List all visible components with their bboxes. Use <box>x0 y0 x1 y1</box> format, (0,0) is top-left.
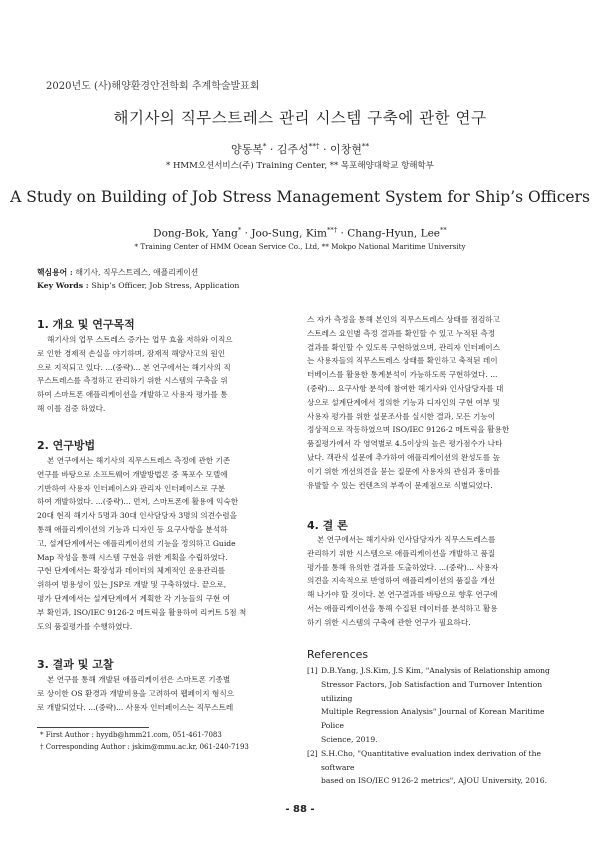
text-line: 해기사의 업무 스트레스 증가는 업무 효율 저하와 이직으 <box>47 335 233 344</box>
keywords-english <box>37 281 239 290</box>
author-mark: ** <box>440 226 447 234</box>
keywords-korean <box>37 267 198 278</box>
text-line: 부 확인과, ISO/IEC 9126-2 메트릭을 활용하여 리커트 5점 척 <box>37 607 247 617</box>
text-line: 해 이를 검증 하였다. <box>37 403 106 413</box>
footnote-corresponding-author: † Corresponding Author : jskim@mmu.ac.kr, 061-240-7193 <box>40 743 249 751</box>
text-line: 고, 설계단계에서는 애플리케이션의 기능을 정의하고 Guide <box>37 538 236 548</box>
text-line: 평가를 통해 유의한 결과를 도출하였다. ...(중략)... 사용자 <box>307 562 499 572</box>
text-line: 으로 지적되고 있다. ...(중략)... 본 연구에서는 해기사의 직 <box>37 362 231 372</box>
reference-item <box>307 747 565 788</box>
reference-line: based on ISO/IEC 9126-2 metrics", AJOU University, 2016. <box>321 776 548 786</box>
author-name: 이창현 <box>330 143 362 156</box>
text-line: 스트레스 요인별 측정 결과를 확인할 수 있고 누적된 측정 <box>307 328 496 338</box>
section-heading-method: 2. 연구방법 <box>37 439 96 452</box>
text-line: 본 연구에서는 해기사의 직무스트레스 측정에 관한 기존 <box>47 456 231 465</box>
text-line: 의견을 지속적으로 반영하여 애플리케이션의 품질을 개선 <box>307 576 496 586</box>
section-heading-conclusion: 4. 결 론 <box>307 519 348 532</box>
text-line: Map 작성을 통해 시스템 구현을 위한 계획을 수립하였다. <box>37 552 228 562</box>
references-list <box>307 664 565 788</box>
author-mark: * <box>237 226 242 234</box>
keywords-label: Key Words : <box>37 281 92 290</box>
reference-number: [1] <box>307 666 318 675</box>
footnote-first-author: * First Author : hyydb@hmm21.com, 051-461-7083 <box>40 731 222 739</box>
text-line: 사용자 평가를 위한 설문조사를 실시한 결과, 모든 기능이 <box>307 411 496 421</box>
footnote-rule <box>37 727 149 728</box>
reference-line: Multiple Regression Analysis" Journal of Korean Maritime Police <box>321 707 545 731</box>
title-english: A Study on Building of Job Stress Management System for Ship’s Officers <box>10 188 590 206</box>
author-name: Joo-Sung, Kim <box>251 227 327 240</box>
section-body-results <box>37 673 293 714</box>
author-separator: · <box>241 227 252 240</box>
author-name: Dong-Bok, Yang <box>153 227 238 240</box>
keywords-text: 해기사, 직무스트레스, 애플리케이션 <box>75 268 199 277</box>
author-separator: · <box>337 227 348 240</box>
text-line: 상으로 설계단계에서 정의한 기능과 디자인의 구현 여부 및 <box>307 397 500 407</box>
author-mark: **† <box>308 141 320 151</box>
author-mark: **† <box>327 226 338 234</box>
text-line: 기반하여 사용자 인터페이스와 관리자 인터페이스로 구분 <box>37 483 226 493</box>
page-number: - 88 - <box>285 804 315 815</box>
reference-item <box>307 664 565 747</box>
text-line: (중략)... 요구사항 분석에 참여한 해기사와 인사담당자를 대 <box>307 383 504 393</box>
text-line: 도의 품질평가를 수행하였다. <box>37 621 133 631</box>
reference-line: S.H.Cho, "Quantitative evaluation index derivation of the software <box>321 748 541 772</box>
title-korean: 해기사의 직무스트레스 관리 시스템 구축에 관한 연구 <box>113 109 487 127</box>
text-line: 평가 단계에서는 설계단계에서 계획한 각 기능들의 구현 여 <box>37 593 230 603</box>
section-heading-results: 3. 결과 및 고찰 <box>37 658 114 671</box>
text-line: 구현 단계에서는 확장성과 데이터의 체계적인 운용관리를 <box>37 566 226 576</box>
keywords-label: 핵심용어 : <box>37 268 76 277</box>
text-line: 무스트레스를 측정하고 관리하기 위한 시스템의 구축을 위 <box>37 376 228 386</box>
author-name: Chang-Hyun, Lee <box>347 227 441 240</box>
authors-english <box>0 226 600 240</box>
text-line: 터베이스를 활용한 통계분석이 가능하도록 구현하였다. ... <box>307 370 498 380</box>
text-line: 정상적으로 작동하였으며 ISO/IEC 9126-2 메트릭을 활용한 <box>307 425 510 435</box>
text-line: 이기 위한 개선의견을 묻는 질문에 사용자의 관심과 흥미를 <box>307 466 500 476</box>
references-heading: References <box>307 648 369 661</box>
text-line: 로 상이한 OS 환경과 개발비용을 고려하여 웹페이지 형식으 <box>37 688 235 698</box>
text-line: 하기 위한 시스템의 구축에 관한 연구가 필요하다. <box>307 617 471 627</box>
text-line: 로 인한 경제적 손실을 야기하며, 잠재적 해양사고의 원인 <box>37 348 226 358</box>
text-line: 났다. 객관식 설문에 추가하여 애플리케이션의 완성도를 높 <box>307 452 500 462</box>
section-body-overview <box>37 333 293 416</box>
text-line: 는 사용자들의 직무스트레스 상태를 확인하고 축적된 데이 <box>307 356 498 366</box>
section-body-conclusion <box>307 533 565 630</box>
text-line: 로 개발되었다. ...(중략)... 사용자 인터페이스는 직무스트레 <box>37 702 234 712</box>
text-line: 스 자가 측정을 통해 본인의 직무스트레스 상태를 점검하고 <box>307 315 500 324</box>
text-line: 본 연구를 통해 개발된 애플리케이션은 스마트폰 기종별 <box>47 675 231 684</box>
text-line: 위하여 범용성이 있는 JSP로 개발 및 구축하였다. 끝으로, <box>37 580 227 590</box>
text-line: 관리하기 위한 시스템으로 애플리케이션을 개발하고 품질 <box>307 548 496 558</box>
venue-header: 2020년도 (사)해양환경안전학회 추계학술발표회 <box>46 81 260 92</box>
affiliation-korean: * HMM오션서비스(주) Training Center, ** 목포해양대학교 항해학부 <box>166 161 434 171</box>
reference-line: Science, 2019. <box>321 734 378 744</box>
section-heading-overview: 1. 개요 및 연구목적 <box>37 318 135 331</box>
section-body-results-continued <box>307 313 565 492</box>
reference-line: Stressor Factors, Job Satisfaction and Turnover Intention utilizing <box>321 679 543 703</box>
author-mark: ** <box>361 141 370 151</box>
author-separator: · <box>266 143 277 156</box>
reference-line: D.B.Yang, J.S.Kim, J.S Kim, "Analysis of Relationship among <box>321 666 550 675</box>
text-line: 서는 애플리케이션을 통해 수집된 데이터를 분석하고 활용 <box>307 603 498 613</box>
author-name: 김주성 <box>276 143 309 156</box>
text-line: 해 나가야 할 것이다. 본 연구결과를 바탕으로 향후 연구에 <box>307 590 498 600</box>
text-line: 20대 현직 해기사 5명과 30대 인사담당자 3명의 의견수렴을 <box>37 511 237 521</box>
text-line: 하여 개발하였다. ...(중략)... 먼저, 스마트폰에 활용에 익숙한 <box>37 497 239 507</box>
author-separator: · <box>319 143 331 156</box>
text-line: 결과를 확인할 수 있도록 구현하였으며, 관리자 인터페이스 <box>307 342 500 352</box>
author-name: 양동복 <box>230 143 263 156</box>
text-line: 하여 스마트폰 애플리케이션을 개발하고 사용자 평가를 통 <box>37 390 228 400</box>
authors-korean <box>0 141 600 157</box>
text-line: 유발할 수 있는 컨텐츠의 부족이 문제점으로 식별되었다. <box>307 480 493 490</box>
author-mark: * <box>262 141 267 151</box>
text-line: 본 연구에서는 해기사와 인사담당자가 직무스트레스를 <box>317 535 496 544</box>
section-body-method <box>37 454 293 633</box>
text-line: 품질평가에서 각 영역별로 4.5이상의 높은 평가점수가 나타 <box>307 439 503 449</box>
text-line: 통해 애플리케이션의 기능과 디자인 등 요구사항을 분석하 <box>37 524 228 534</box>
reference-number: [2] <box>307 748 318 758</box>
keywords-text: Ship’s Officer, Job Stress, Application <box>91 281 240 290</box>
text-line: 연구를 바탕으로 소프트웨어 개발방법론 중 폭포수 모델에 <box>37 469 228 479</box>
affiliation-english: * Training Center of HMM Ocean Service Co., Ltd, ** Mokpo National Maritime University <box>134 242 466 251</box>
